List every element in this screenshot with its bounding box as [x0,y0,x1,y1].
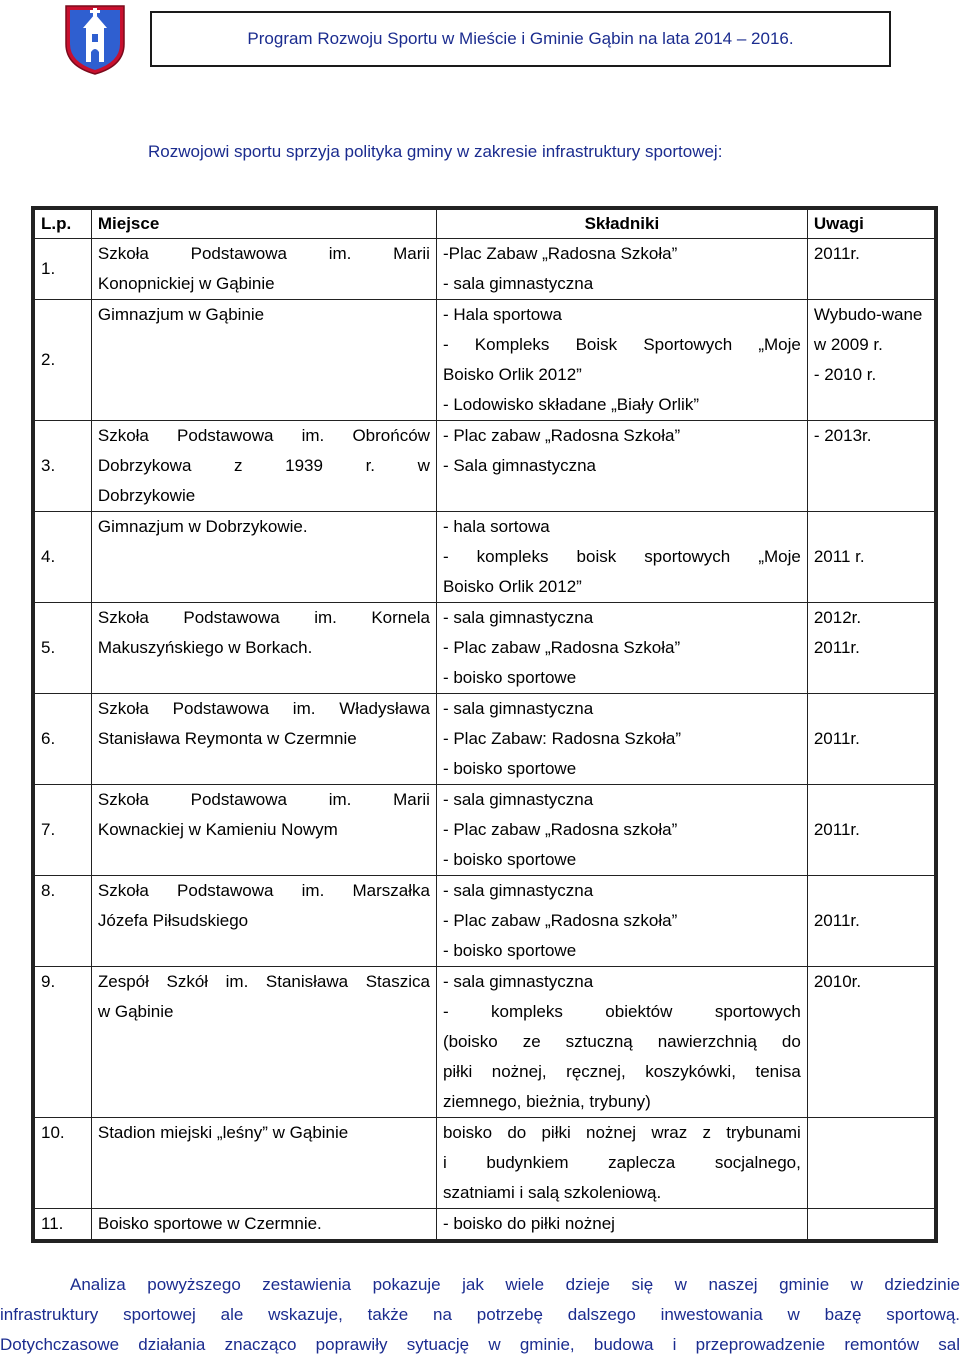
table-header-row [33,208,936,239]
component-line: (boisko ze sztuczną nawierzchnią do [442,1032,801,1051]
component-line: - sala gimnastyczna [442,274,594,293]
row-number: 7. [33,785,91,876]
place-line: Stadion miejski „leśny” w Gąbinie [97,1123,349,1142]
place-line: w Gąbinie [97,1002,174,1021]
notes-line: - 2010 r. [813,365,877,384]
place-cell [91,1209,436,1242]
row-number: 2. [33,300,91,421]
notes-line: 2011r. [813,729,860,748]
paragraph-line: Dotychczasowe działania znacząco poprawiły sytuację w gminie, budowa i przeprowadzenie remontów sal [0,1335,960,1354]
notes-line: 2010r. [813,972,862,991]
table-body [33,239,936,1242]
place-line: Dobrzykowie [97,486,196,505]
component-line: szatniami i salą szkoleniową. [442,1183,662,1202]
component-line: - Plac Zabaw: Radosna Szkoła” [442,729,682,748]
row-number: 4. [33,512,91,603]
components-cell [436,512,807,603]
components-cell [436,876,807,967]
notes-line: w 2009 r. [813,335,883,354]
place-line: Szkoła Podstawowa im. Kornela [97,608,430,627]
place-line: Józefa Piłsudskiego [97,911,249,930]
component-line: - Lodowisko składane „Biały Orlik” [442,395,699,414]
notes-cell [807,694,936,785]
place-cell [91,967,436,1118]
place-line: Kownackiej w Kamieniu Nowym [97,820,338,839]
component-line: -Plac Zabaw „Radosna Szkoła” [442,244,678,263]
header-place: Miejsce [91,208,436,239]
place-line: Gimnazjum w Dobrzykowie. [97,517,308,536]
place-cell [91,300,436,421]
analysis-paragraph [0,1270,960,1360]
table-row [33,603,936,694]
row-number: 1. [33,239,91,300]
row-number: 9. [33,967,91,1118]
component-line: - sala gimnastyczna [442,972,594,991]
table-row [33,421,936,512]
component-line: ziemnego, bieżnia, trybuny) [442,1092,651,1111]
component-line: - Sala gimnastyczna [442,456,597,475]
place-line: Zespół Szkół im. Stanisława Staszica [97,972,430,991]
place-cell [91,694,436,785]
place-line: Konopnickiej w Gąbinie [97,274,275,293]
place-line: Szkoła Podstawowa im. Władysława [97,699,430,718]
place-line: Dobrzykowa z 1939 r. w [97,456,430,475]
document-header [150,11,891,67]
place-cell [91,785,436,876]
place-cell [91,239,436,300]
component-line: - Plac zabaw „Radosna szkoła” [442,911,678,930]
component-line: - kompleks obiektów sportowych [442,1002,801,1021]
notes-cell [807,785,936,876]
table-row [33,239,936,300]
notes-line: 2011r. [813,820,860,839]
components-cell [436,421,807,512]
component-line: Boisko Orlik 2012” [442,577,582,596]
place-line: Boisko sportowe w Czermnie. [97,1214,322,1233]
row-number: 8. [33,876,91,967]
row-number: 3. [33,421,91,512]
row-number: 11. [33,1209,91,1242]
table-row [33,694,936,785]
notes-cell [807,876,936,967]
row-number: 6. [33,694,91,785]
notes-line: 2012r. [813,608,862,627]
notes-spacer [814,512,928,542]
component-line: - boisko sportowe [442,759,577,778]
facilities-table [31,206,938,1243]
component-line: - Plac zabaw „Radosna Szkoła” [442,638,681,657]
components-cell [436,300,807,421]
notes-line: - 2013r. [813,426,872,445]
town-crest-icon [64,4,126,76]
components-cell [436,603,807,694]
place-cell [91,603,436,694]
notes-cell [807,603,936,694]
notes-cell [807,1209,936,1242]
notes-spacer [814,876,928,906]
component-line: - boisko sportowe [442,941,577,960]
component-line: - sala gimnastyczna [442,608,594,627]
notes-cell [807,300,936,421]
component-line: - sala gimnastyczna [442,699,594,718]
component-line: - boisko sportowe [442,668,577,687]
facilities-table-wrapper [31,206,938,1243]
component-line: boisko do piłki nożnej wraz z trybunami [442,1123,801,1142]
components-cell [436,967,807,1118]
notes-line: 2011 r. [813,547,865,566]
intro-text: Rozwojowi sportu sprzyja polityka gminy w zakresie infrastruktury sportowej: [148,142,723,161]
notes-spacer [814,785,928,815]
place-line: Gimnazjum w Gąbinie [97,305,265,324]
component-line: - Kompleks Boisk Sportowych „Moje [442,335,801,354]
place-line: Stanisława Reymonta w Czermnie [97,729,357,748]
notes-line: 2011r. [813,244,860,263]
notes-cell [807,967,936,1118]
notes-cell [807,421,936,512]
notes-cell [807,239,936,300]
paragraph-line: Analiza powyższego zestawienia pokazuje jak wiele dzieje się w naszej gminie w dziedzinie [70,1275,960,1294]
component-line: - boisko do piłki nożnej [442,1214,615,1233]
components-cell [436,694,807,785]
table-row [33,300,936,421]
component-line: - hala sortowa [442,517,550,536]
component-line: piłki nożnej, ręcznej, koszykówki, tenisa [442,1062,801,1081]
component-line: - Plac zabaw „Radosna Szkoła” [442,426,681,445]
component-line: - sala gimnastyczna [442,790,594,809]
component-line: - sala gimnastyczna [442,881,594,900]
notes-spacer [814,694,928,724]
place-cell [91,512,436,603]
place-line: Szkoła Podstawowa im. Obrońców [97,426,430,445]
header-title: Program Rozwoju Sportu w Mieście i Gminie Gąbin na lata 2014 – 2016. [247,29,794,48]
place-cell [91,1118,436,1209]
place-cell [91,421,436,512]
table-row [33,1209,936,1242]
components-cell [436,785,807,876]
component-line: - Hala sportowa [442,305,562,324]
table-row [33,785,936,876]
table-row [33,967,936,1118]
component-line: - boisko sportowe [442,850,577,869]
place-cell [91,876,436,967]
component-line: i budynkiem zaplecza socjalnego, [442,1153,801,1172]
component-line: Boisko Orlik 2012” [442,365,582,384]
place-line: Szkoła Podstawowa im. Marii [97,244,430,263]
notes-line: 2011r. [813,638,860,657]
paragraph-line: infrastruktury sportowej ale wskazuje, także na potrzebę dalszego inwestowania w bazę sportową. [0,1305,960,1324]
place-line: Szkoła Podstawowa im. Marszałka [97,881,430,900]
components-cell [436,1118,807,1209]
component-line: - kompleks boisk sportowych „Moje [442,547,801,566]
component-line: - Plac zabaw „Radosna szkoła” [442,820,678,839]
notes-line: 2011r. [813,911,860,930]
notes-cell [807,1118,936,1209]
components-cell [436,1209,807,1242]
table-row [33,1118,936,1209]
components-cell [436,239,807,300]
row-number: 5. [33,603,91,694]
header-components: Składniki [436,208,807,239]
header-notes: Uwagi [807,208,936,239]
table-row [33,512,936,603]
notes-cell [807,512,936,603]
header-lp: L.p. [33,208,91,239]
place-line: Szkoła Podstawowa im. Marii [97,790,430,809]
row-number: 10. [33,1118,91,1209]
table-row [33,876,936,967]
place-line: Makuszyńskiego w Borkach. [97,638,313,657]
notes-line: Wybudo-wane [813,305,923,324]
